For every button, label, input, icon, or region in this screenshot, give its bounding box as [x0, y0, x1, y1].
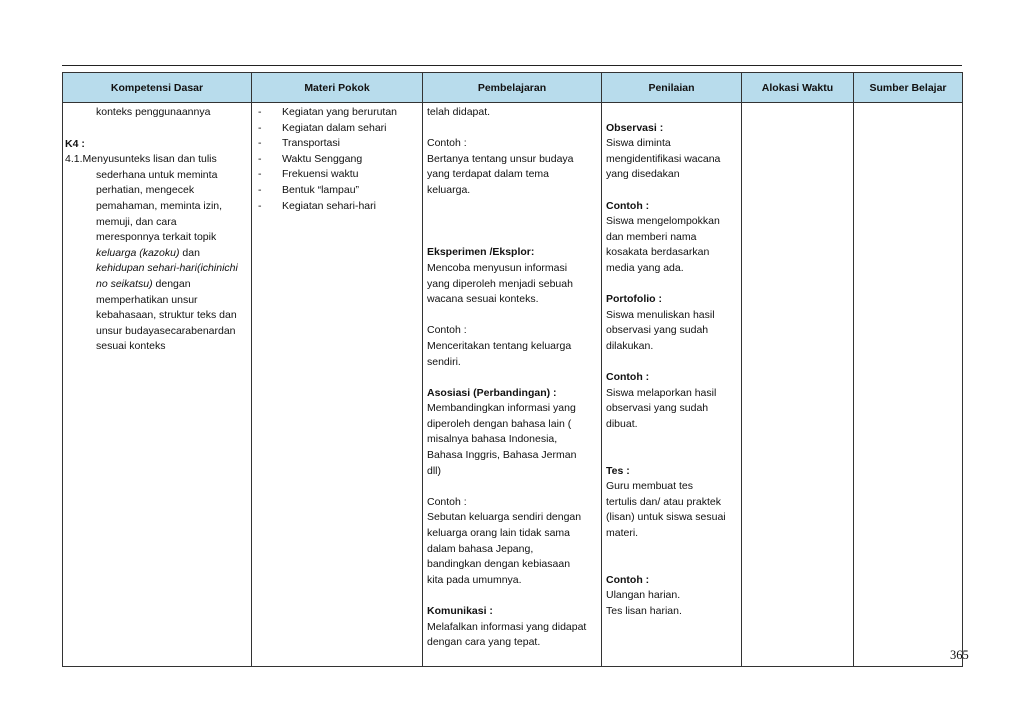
kd-41-tail-line: unsur budayasecarabenardan	[96, 324, 236, 337]
contoh-line: sendiri.	[427, 355, 461, 368]
contoh-line: keluarga.	[427, 183, 471, 196]
portofolio-line: Siswa menuliskan hasil	[606, 308, 715, 321]
topic-seikatsu: no seikatsu)	[96, 277, 153, 290]
topic-kehidupan: kehidupan sehari-hari(ichinichi	[96, 262, 238, 275]
kd-41-tail-line: sesuai konteks	[96, 340, 166, 353]
eksperimen-label: Eksperimen /Eksplor:	[427, 246, 535, 259]
header-sumber-belajar: Sumber Belajar	[854, 73, 963, 103]
kd-41-line: memuji, dan cara	[96, 215, 177, 228]
kd-41-line: perhatian, mengecek	[96, 184, 195, 197]
kd-41-line: pemahaman, meminta izin,	[96, 199, 223, 212]
komunikasi-label: Komunikasi :	[427, 605, 493, 617]
tes-line: Guru membuat tes	[606, 480, 693, 493]
komunikasi-line: Melafalkan informasi yang didapat	[427, 620, 587, 633]
contoh-line: kosakata berdasarkan	[606, 246, 710, 259]
materi-list	[252, 103, 422, 214]
header-row	[63, 73, 963, 103]
portofolio-line: observasi yang sudah	[606, 324, 709, 337]
contoh-line: dibuat.	[606, 417, 638, 430]
contoh-line: yang terdapat dalam tema	[427, 168, 549, 181]
list-item: - Transportasi	[258, 137, 340, 150]
list-item: - Kegiatan dalam sehari	[258, 121, 387, 134]
asosiasi-line: Bahasa Inggris, Bahasa Jerman	[427, 449, 577, 462]
kd-continued-text: konteks penggunaannya	[96, 106, 211, 118]
contoh-label: Contoh :	[606, 573, 650, 586]
kd-41-line: sederhana untuk meminta	[96, 168, 218, 181]
kd-41-line: meresponnya terkait topik	[96, 231, 217, 244]
list-item: - Frekuensi waktu	[258, 168, 359, 181]
header-pembelajaran: Pembelajaran	[423, 73, 602, 103]
contoh-label: Contoh :	[427, 137, 467, 150]
asosiasi-line: Membandingkan informasi yang	[427, 402, 576, 415]
portofolio-line: dilakukan.	[606, 339, 654, 352]
topic-connector: dan	[179, 246, 200, 259]
syllabus-table	[62, 72, 963, 667]
k4-label: K4 :	[65, 137, 85, 150]
contoh-label: Contoh :	[427, 495, 467, 508]
contoh-line: Tes lisan harian.	[606, 605, 682, 617]
cell-penilaian	[602, 103, 742, 667]
tes-line: materi.	[606, 527, 639, 540]
contoh-line: observasi yang sudah	[606, 402, 709, 415]
tes-label: Tes :	[606, 464, 630, 477]
contoh-line: dan memberi nama	[606, 230, 697, 243]
contoh-line: Menceritakan tentang keluarga	[427, 339, 572, 352]
contoh-line: Sebutan keluarga sendiri dengan	[427, 511, 582, 524]
cell-sumber-belajar	[854, 103, 963, 667]
list-item: - Bentuk “lampau”	[258, 183, 360, 196]
eksperimen-line: Mencoba menyusun informasi	[427, 261, 568, 274]
contoh-line: dalam bahasa Jepang,	[427, 542, 534, 555]
asosiasi-line: dll)	[427, 464, 442, 477]
contoh-line: Bertanya tentang unsur budaya	[427, 152, 574, 165]
eksperimen-line: yang diperoleh menjadi sebuah	[427, 277, 573, 290]
cell-kompetensi-dasar	[63, 103, 252, 667]
header-penilaian: Penilaian	[602, 73, 742, 103]
table-row	[63, 103, 963, 667]
page-number: 365	[950, 648, 969, 662]
asosiasi-line: diperoleh dengan bahasa lain (	[427, 417, 572, 430]
portofolio-label: Portofolio :	[606, 293, 662, 306]
cell-pembelajaran	[423, 103, 602, 667]
contoh-label: Contoh :	[606, 371, 650, 384]
cell-materi-pokok	[252, 103, 423, 667]
kd-topic-line	[65, 246, 251, 262]
list-item: - Waktu Senggang	[258, 152, 363, 165]
observasi-line: Siswa diminta	[606, 137, 671, 150]
observasi-line: mengidentifikasi wacana	[606, 152, 721, 165]
pembelajaran-continued: telah didapat.	[427, 106, 491, 118]
contoh-line: Ulangan harian.	[606, 589, 681, 602]
header-alokasi-waktu: Alokasi Waktu	[742, 73, 854, 103]
asosiasi-label: Asosiasi (Perbandingan) :	[427, 386, 557, 399]
tes-line: (lisan) untuk siswa sesuai	[606, 511, 726, 524]
top-rule	[62, 65, 962, 66]
contoh-label: Contoh :	[427, 324, 467, 337]
kd-41-tail-line: kebahasaan, struktur teks dan	[96, 309, 237, 322]
contoh-line: kita pada umumnya.	[427, 573, 522, 586]
header-materi-pokok: Materi Pokok	[252, 73, 423, 103]
cell-alokasi-waktu	[742, 103, 854, 667]
contoh-line: keluarga orang lain tidak sama	[427, 527, 571, 540]
header-kompetensi-dasar: Kompetensi Dasar	[63, 73, 252, 103]
kd-41-tail-line: memperhatikan unsur	[96, 293, 198, 306]
observasi-label: Observasi :	[606, 121, 664, 134]
contoh-line: media yang ada.	[606, 261, 684, 274]
contoh-line: bandingkan dengan kebiasaan	[427, 558, 571, 571]
topic-keluarga: keluarga (kazoku)	[96, 246, 180, 259]
kd-topic-line	[65, 277, 251, 293]
contoh-label: Contoh :	[606, 199, 650, 212]
asosiasi-line: misalnya bahasa Indonesia,	[427, 433, 558, 446]
tes-line: tertulis dan/ atau praktek	[606, 495, 721, 508]
contoh-line: Siswa mengelompokkan	[606, 215, 720, 228]
observasi-line: yang disedakan	[606, 168, 680, 181]
komunikasi-line: dengan cara yang tepat.	[427, 636, 541, 649]
contoh-line: Siswa melaporkan hasil	[606, 386, 717, 399]
topic-connector: dengan	[152, 277, 191, 290]
list-item: - Kegiatan sehari-hari	[258, 199, 376, 212]
eksperimen-line: wacana sesuai konteks.	[427, 293, 539, 306]
list-item: - Kegiatan yang berurutan	[258, 106, 398, 118]
kd-41-lead: 4.1.Menyusunteks lisan dan tulis	[65, 153, 217, 166]
